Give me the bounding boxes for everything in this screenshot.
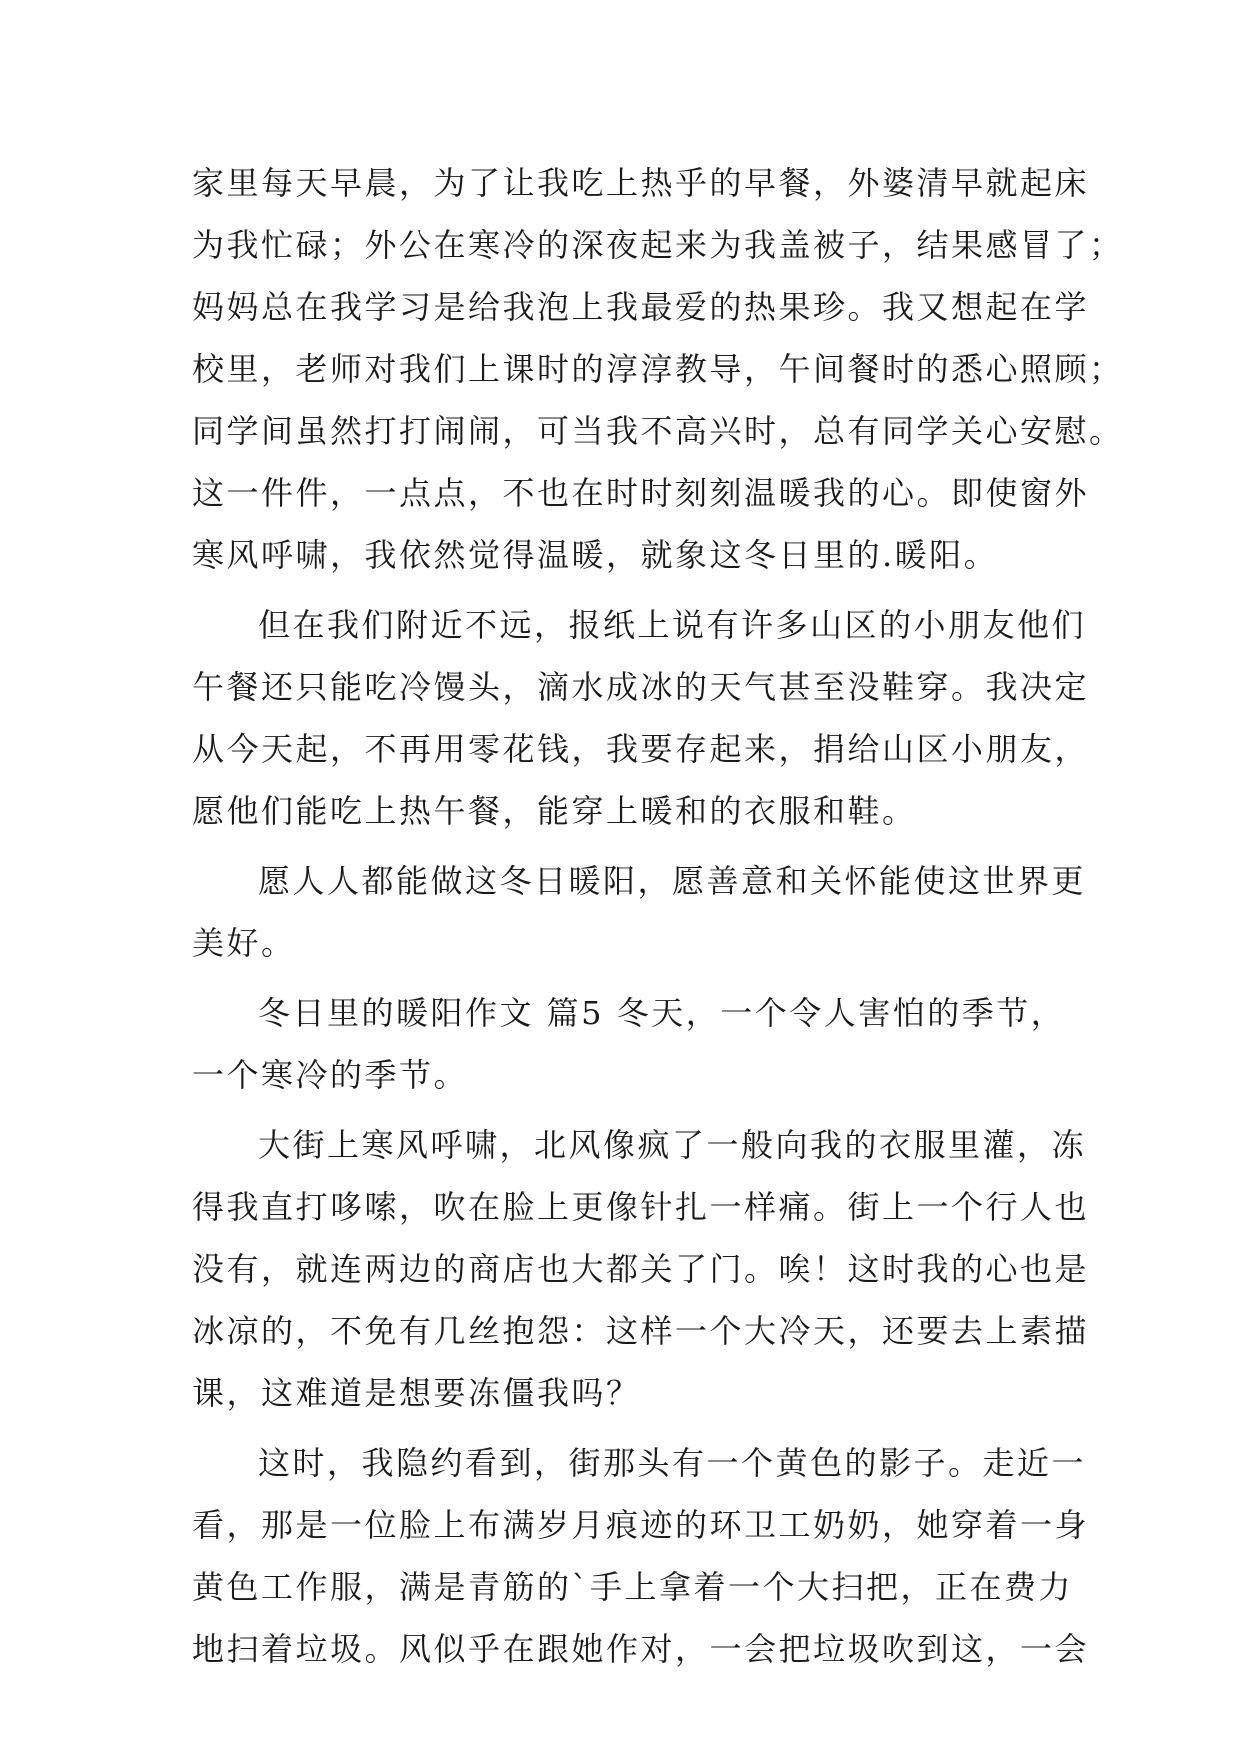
text-line: 午餐还只能吃冷馒头，滴水成冰的天气甚至没鞋穿。我决定	[192, 668, 1090, 706]
text-line: 为我忙碌；外公在寒冷的深夜起来为我盖被子，结果感冒了；	[192, 226, 1124, 264]
text-line: 从今天起，不再用零花钱，我要存起来，捐给山区小朋友，	[192, 730, 1090, 768]
text-line: 得我直打哆嗦，吹在脸上更像针扎一样痛。街上一个行人也	[192, 1188, 1090, 1226]
paragraph-start-line: 大街上寒风呼啸，北风像疯了一般向我的衣服里灌，冻	[258, 1126, 1087, 1164]
text-line: 寒风呼啸，我依然觉得温暖，就象这冬日里的.暖阳。	[192, 536, 999, 574]
text-line: 地扫着垃圾。风似乎在跟她作对，一会把垃圾吹到这，一会	[192, 1630, 1090, 1668]
text-line: 愿他们能吃上热午餐，能穿上暖和的衣服和鞋。	[192, 792, 917, 830]
text-line: 妈妈总在我学习是给我泡上我最爱的热果珍。我又想起在学	[192, 288, 1090, 326]
text-line: 没有，就连两边的商店也大都关了门。唉！这时我的心也是	[192, 1250, 1090, 1288]
text-line: 冰凉的，不免有几丝抱怨：这样一个大冷天，还要去上素描	[192, 1312, 1090, 1350]
text-line: 校里，老师对我们上课时的淳淳教导，午间餐时的悉心照顾；	[192, 350, 1124, 388]
text-line: 美好。	[192, 924, 296, 962]
paragraph-start-line: 这时，我隐约看到，街那头有一个黄色的影子。走近一	[258, 1444, 1087, 1482]
paragraph-start-line: 但在我们附近不远，报纸上说有许多山区的小朋友他们	[258, 606, 1087, 644]
text-line: 黄色工作服，满是青筋的`手上拿着一个大扫把，正在费力	[192, 1568, 1074, 1606]
text-line: 看，那是一位脸上布满岁月痕迹的环卫工奶奶，她穿着一身	[192, 1506, 1090, 1544]
text-line: 家里每天早晨，为了让我吃上热乎的早餐，外婆清早就起床	[192, 164, 1090, 202]
text-line: 课，这难道是想要冻僵我吗？	[192, 1374, 641, 1412]
body-text	[192, 152, 1124, 1680]
text-line: 这一件件，一点点，不也在时时刻刻温暖我的心。即使窗外	[192, 474, 1090, 512]
text-line: 一个寒冷的季节。	[192, 1056, 469, 1094]
paragraph-start-line: 愿人人都能做这冬日暖阳，愿善意和关怀能使这世界更	[258, 862, 1087, 900]
section-heading-line: 冬日里的暖阳作文 篇5 冬天，一个令人害怕的季节，	[258, 994, 1066, 1032]
text-line: 同学间虽然打打闹闹，可当我不高兴时，总有同学关心安慰。	[192, 412, 1124, 450]
